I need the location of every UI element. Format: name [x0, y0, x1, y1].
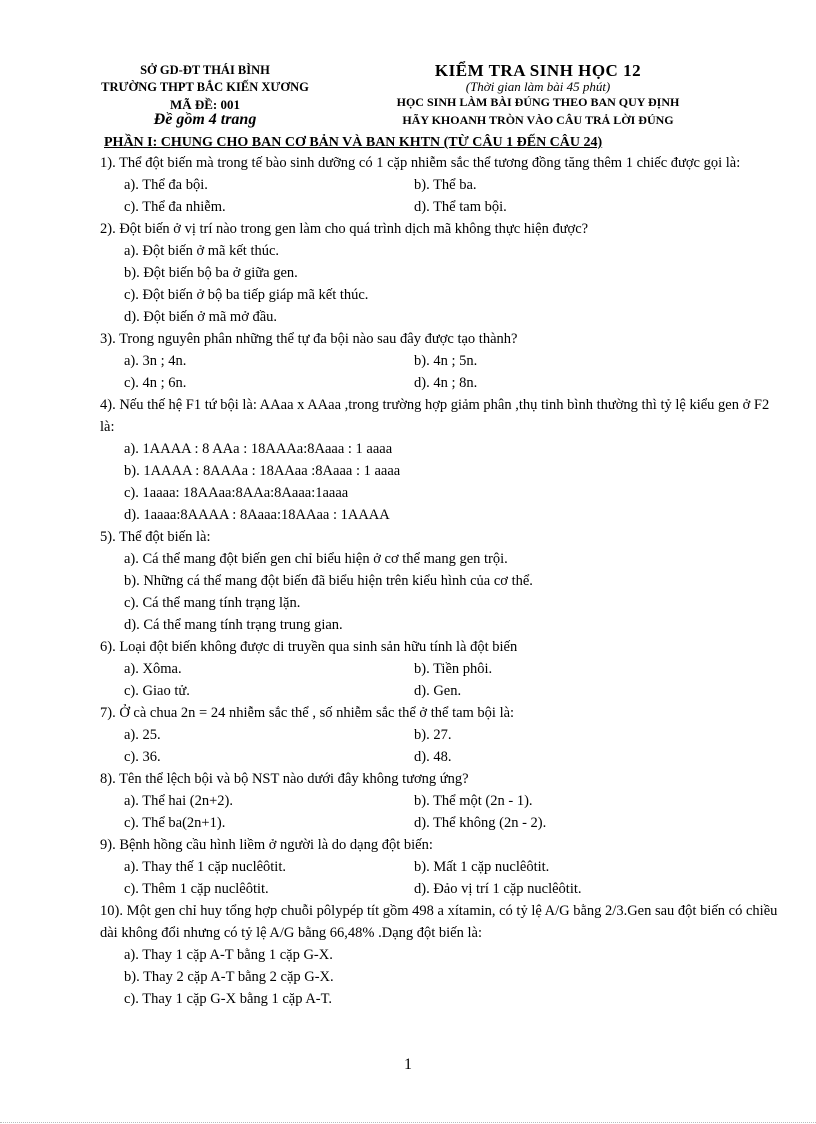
option[interactable]: a). Thể hai (2n+2).: [124, 793, 233, 809]
option[interactable]: b). Mất 1 cặp nuclêôtit.: [414, 859, 550, 875]
question: [100, 152, 780, 218]
question-stem: 4). Nếu thế hệ F1 tứ bội là: AAaa x AAaa ,trong trường hợp giảm phân ,thụ tinh bình thường thì tỷ lệ kiểu gen ở F2 là:: [100, 397, 770, 435]
question-stem: 5). Thể đột biến là:: [100, 529, 211, 545]
option[interactable]: d). Thể tam bội.: [414, 199, 507, 215]
instruction-1: HỌC SINH LÀM BÀI ĐÚNG THEO BAN QUY ĐỊNH: [396, 95, 680, 109]
option[interactable]: a). Thể đa bội.: [124, 177, 208, 193]
option[interactable]: a). Xôma.: [124, 661, 182, 677]
option[interactable]: b). Thay 2 cặp A-T bằng 2 cặp G-X.: [124, 969, 334, 985]
option[interactable]: a). 3n ; 4n.: [124, 353, 187, 369]
question-stem: 10). Một gen chỉ huy tổng hợp chuỗi pôlypép tít gồm 498 a xítamin, có tỷ lệ A/G bằng 2/3.Gen sau đột biến có chiều dài không đổi nhưng có tỷ lệ A/G bằng 66,48% .Dạng đột biến là:: [100, 903, 778, 941]
question: [100, 218, 780, 328]
question: [100, 526, 780, 636]
option[interactable]: b). 4n ; 5n.: [414, 353, 478, 369]
option[interactable]: d). Đột biến ở mã mở đầu.: [124, 309, 278, 325]
exam-time: (Thời gian làm bài 45 phút): [465, 79, 611, 94]
question-stem: 7). Ở cà chua 2n = 24 nhiễm sắc thể , số nhiễm sắc thể ở thể tam bội là:: [100, 705, 515, 721]
option[interactable]: b). 1AAAA : 8AAAa : 18AAaa :8Aaaa : 1 aaaa: [124, 463, 401, 479]
question-stem: 3). Trong nguyên phân những thể tự đa bội nào sau đây được tạo thành?: [100, 331, 518, 347]
header-left: [92, 62, 318, 128]
question-stem: 2). Đột biến ở vị trí nào trong gen làm cho quá trình dịch mã không thực hiện được?: [100, 221, 589, 237]
option[interactable]: c). Đột biến ở bộ ba tiếp giáp mã kết thúc.: [124, 287, 369, 303]
option[interactable]: c). Cá thể mang tính trạng lặn.: [124, 595, 301, 611]
option[interactable]: d). Thể không (2n - 2).: [414, 815, 547, 831]
option[interactable]: c). Thể ba(2n+1).: [124, 815, 226, 831]
option[interactable]: b). Thể một (2n - 1).: [414, 793, 533, 809]
option[interactable]: d). 4n ; 8n.: [414, 375, 478, 391]
question-stem: 1). Thể đột biến mà trong tế bào sinh dưỡng có 1 cặp nhiễm sắc thể tương đồng tăng thêm 1 chiếc được gọi là:: [100, 155, 741, 171]
question-list: [100, 152, 780, 1010]
question: [100, 834, 780, 900]
page-number: 1: [404, 1056, 412, 1073]
option[interactable]: b). 27.: [414, 727, 452, 743]
option[interactable]: a). Đột biến ở mã kết thúc.: [124, 243, 280, 259]
school-name: TRƯỜNG THPT BẮC KIẾN XƯƠNG: [101, 80, 309, 94]
option[interactable]: b). Thể ba.: [414, 177, 477, 193]
option[interactable]: d). 48.: [414, 749, 452, 765]
question: [100, 328, 780, 394]
question-stem: 9). Bệnh hồng cầu hình liềm ở người là do dạng đột biến:: [100, 837, 433, 853]
exam-title: KIỂM TRA SINH HỌC 12: [434, 61, 642, 80]
question: [100, 768, 780, 834]
question: [100, 702, 780, 768]
option[interactable]: c). Thể đa nhiễm.: [124, 199, 226, 215]
option[interactable]: a). 25.: [124, 727, 161, 743]
department-name: SỞ GD-ĐT THÁI BÌNH: [140, 63, 270, 77]
option[interactable]: c). Thêm 1 cặp nuclêôtit.: [124, 881, 269, 897]
exam-code: MÃ ĐỀ: 001: [169, 97, 241, 112]
option[interactable]: d). 1aaaa:8AAAA : 8Aaaa:18AAaa : 1AAAA: [124, 507, 390, 523]
option[interactable]: c). Thay 1 cặp G-X bằng 1 cặp A-T.: [124, 991, 333, 1007]
instruction-2: HÃY KHOANH TRÒN VÀO CÂU TRẢ LỜI ĐÚNG: [402, 113, 674, 127]
question-stem: 6). Loại đột biến không được di truyền qua sinh sản hữu tính là đột biến: [100, 639, 518, 655]
option[interactable]: a). Cá thể mang đột biến gen chỉ biểu hiện ở cơ thể mang gen trội.: [124, 551, 508, 567]
header-right: [388, 62, 688, 129]
option[interactable]: a). Thay thế 1 cặp nuclêôtit.: [124, 859, 286, 875]
option[interactable]: a). Thay 1 cặp A-T bằng 1 cặp G-X.: [124, 947, 333, 963]
question: [100, 636, 780, 702]
option[interactable]: b). Đột biến bộ ba ở giữa gen.: [124, 265, 298, 281]
question: [100, 900, 780, 1010]
option[interactable]: b). Tiền phôi.: [414, 661, 493, 677]
option[interactable]: c). 4n ; 6n.: [124, 375, 187, 391]
option[interactable]: c). Giao tử.: [124, 683, 190, 699]
option[interactable]: d). Gen.: [414, 683, 462, 699]
question-stem: 8). Tên thể lệch bội và bộ NST nào dưới đây không tương ứng?: [100, 771, 469, 787]
option[interactable]: d). Cá thể mang tính trạng trung gian.: [124, 617, 343, 633]
option[interactable]: a). 1AAAA : 8 AAa : 18AAAa:8Aaaa : 1 aaaa: [124, 441, 393, 457]
page-count: Đề gồm 4 trang: [153, 111, 257, 128]
option[interactable]: b). Những cá thể mang đột biến đã biểu hiện trên kiểu hình của cơ thể.: [124, 573, 533, 589]
question: [100, 394, 780, 526]
option[interactable]: d). Đảo vị trí 1 cặp nuclêôtit.: [414, 881, 582, 897]
option[interactable]: c). 36.: [124, 749, 161, 765]
part-title: PHẦN I: CHUNG CHO BAN CƠ BẢN VÀ BAN KHTN (TỪ CÂU 1 ĐẾN CÂU 24): [104, 135, 603, 150]
option[interactable]: c). 1aaaa: 18AAaa:8AAa:8Aaaa:1aaaa: [124, 485, 349, 501]
